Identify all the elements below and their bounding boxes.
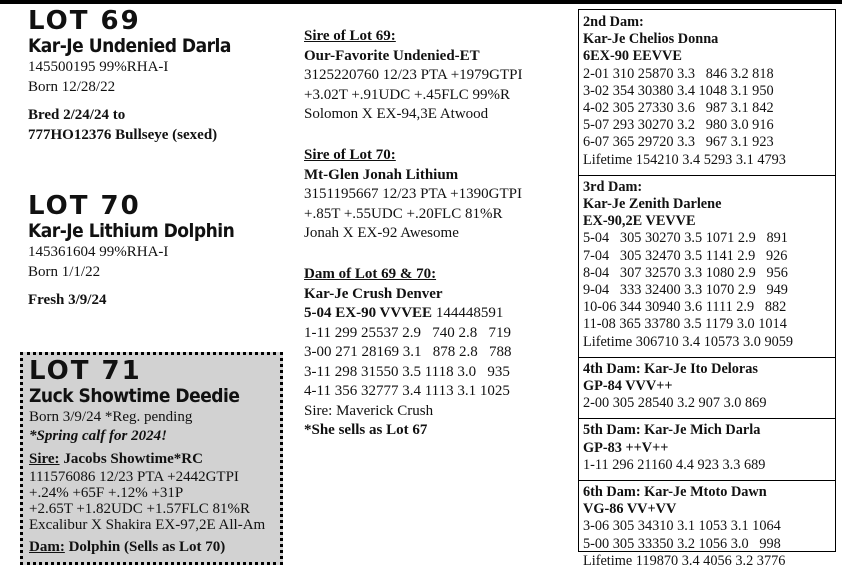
dam6-record-2: 5-00 305 33350 3.2 1056 3.0 998 bbox=[583, 535, 781, 552]
lot-71-sire-line-1: 111576086 12/23 PTA +2442GTPI bbox=[29, 468, 239, 485]
lot-69-section bbox=[28, 7, 288, 145]
dam-record-3: 3-11 298 31550 3.5 1118 3.0 935 bbox=[304, 363, 510, 380]
lot-71-sire-name: Jacobs Showtime*RC bbox=[59, 451, 203, 468]
dam-lot-69-70-section bbox=[304, 265, 572, 441]
sire-lot-70-name: Mt-Glen Jonah Lithium bbox=[304, 166, 459, 183]
sire-lot-69-line-3: Solomon X EX-94,3E Atwood bbox=[304, 106, 489, 122]
dam6-class: VG-86 VV+VV bbox=[583, 501, 677, 518]
lot-70-fresh: Fresh 3/9/24 bbox=[28, 292, 107, 308]
dam3-record-4: 9-04 333 32400 3.3 1070 2.9 949 bbox=[583, 282, 788, 299]
dam2-class: 6EX-90 EEVVE bbox=[583, 48, 682, 65]
dam5-class: GP-83 ++V++ bbox=[583, 439, 669, 456]
dam5-heading: 5th Dam: Kar-Je Mich Darla bbox=[583, 422, 761, 439]
sire-lot-70-line-3: Jonah X EX-92 Awesome bbox=[304, 225, 459, 241]
lot-69-title: LOT 69 bbox=[28, 6, 141, 36]
sire-lot-69-heading: Sire of Lot 69: bbox=[304, 28, 396, 44]
lot-69-name: Kar-Je Undenied Darla bbox=[28, 35, 231, 57]
lot-71-title: LOT 71 bbox=[29, 356, 142, 386]
dam4-heading: 4th Dam: Kar-Je Ito Deloras bbox=[583, 360, 758, 377]
dam6-heading: 6th Dam: Kar-Je Mtoto Dawn bbox=[583, 484, 767, 501]
lot-69-born: Born 12/28/22 bbox=[28, 78, 116, 95]
lot-71-sire-line-4: Excalibur X Shakira EX-97,2E All-Am bbox=[29, 516, 266, 533]
sire-lot-69-name: Our-Favorite Undenied-ET bbox=[304, 47, 480, 64]
dam3-lifetime: Lifetime 306710 3.4 10573 3.0 9059 bbox=[583, 333, 794, 350]
lot-69-registration: 145500195 99%RHA-I bbox=[28, 59, 169, 75]
dam3-record-6: 11-08 365 33780 3.5 1179 3.0 1014 bbox=[583, 316, 787, 333]
dam3-record-3: 8-04 307 32570 3.3 1080 2.9 956 bbox=[583, 264, 788, 281]
dam-classification: 5-04 EX-90 VVVEE bbox=[304, 305, 433, 321]
divider bbox=[579, 175, 835, 176]
sire-lot-70-section bbox=[304, 146, 572, 244]
sire-lot-70-heading: Sire of Lot 70: bbox=[304, 147, 396, 163]
dam4-class: GP-84 VVV++ bbox=[583, 378, 673, 395]
dam2-record-5: 6-07 365 29720 3.3 967 3.1 923 bbox=[583, 134, 774, 151]
lot-71-note: *Spring calf for 2024! bbox=[29, 427, 167, 444]
dam6-lifetime: Lifetime 119870 3.4 4056 3.2 3776 bbox=[583, 552, 786, 569]
dam3-record-5: 10-06 344 30940 3.6 1111 2.9 882 bbox=[583, 299, 787, 316]
lot-70-registration: 145361604 99%RHA-I bbox=[28, 244, 169, 260]
dam3-heading: 3rd Dam: bbox=[583, 178, 643, 195]
lot-71-box bbox=[20, 352, 283, 565]
lot-70-name: Kar-Je Lithium Dolphin bbox=[28, 220, 235, 242]
dam6-record-1: 3-06 305 34310 3.1 1053 3.1 1064 bbox=[583, 518, 781, 535]
dam-record-4: 4-11 356 32777 3.4 1113 3.1 1025 bbox=[304, 383, 510, 399]
sire-lot-69-section bbox=[304, 27, 572, 125]
divider bbox=[579, 357, 835, 358]
dam-registration: 144448591 bbox=[432, 305, 504, 321]
sire-lot-70-line-1: 3151195667 12/23 PTA +1390GTPI bbox=[304, 186, 522, 202]
dam2-record-4: 5-07 293 30270 3.2 980 3.0 916 bbox=[583, 117, 774, 134]
lot-70-title: LOT 70 bbox=[28, 191, 141, 221]
dam3-record-1: 5-04 305 30270 3.5 1071 2.9 891 bbox=[583, 230, 788, 247]
dam2-record-2: 3-02 354 30380 3.4 1048 3.1 950 bbox=[583, 82, 774, 99]
lot-70-section bbox=[28, 192, 288, 311]
dam-sells-note: *She sells as Lot 67 bbox=[304, 422, 428, 438]
dam3-record-2: 7-04 305 32470 3.5 1141 2.9 926 bbox=[583, 247, 788, 264]
lot-71-name: Zuck Showtime Deedie bbox=[29, 385, 240, 407]
dam3-name: Kar-Je Zenith Darlene bbox=[583, 196, 722, 213]
dam-record-2: 3-00 271 28169 3.1 878 2.8 788 bbox=[304, 344, 512, 360]
dam4-record-1: 2-00 305 28540 3.2 907 3.0 869 bbox=[583, 395, 767, 412]
lot-71-dam-text: Dolphin (Sells as Lot 70) bbox=[64, 538, 226, 555]
divider bbox=[579, 480, 835, 481]
sire-lot-69-line-1: 3125220760 12/23 PTA +1979GTPI bbox=[304, 67, 523, 83]
lot-71-born: Born 3/9/24 *Reg. pending bbox=[29, 409, 193, 425]
dam-class-line bbox=[304, 304, 572, 324]
dam3-class: EX-90,2E VEVVE bbox=[583, 213, 696, 230]
dam-record-1: 1-11 299 25537 2.9 740 2.8 719 bbox=[304, 324, 511, 341]
divider bbox=[579, 418, 835, 419]
top-rule bbox=[0, 0, 842, 4]
dam2-record-3: 4-02 305 27330 3.6 987 3.1 842 bbox=[583, 100, 774, 117]
lot-71-sire-line-2: +.24% +65F +.12% +31P bbox=[29, 484, 184, 501]
dam2-record-1: 2-01 310 25870 3.3 846 3.2 818 bbox=[583, 65, 774, 82]
pedigree-box bbox=[578, 9, 836, 569]
dam2-heading: 2nd Dam: bbox=[583, 14, 644, 30]
lot-70-born: Born 1/1/22 bbox=[28, 263, 101, 280]
dam2-lifetime: Lifetime 154210 3.4 5293 3.1 4793 bbox=[583, 151, 786, 168]
dam5-record-1: 1-11 296 21160 4.4 923 3.3 689 bbox=[583, 456, 766, 473]
lot-71-sire-line-3: +2.65T +1.82UDC +1.57FLC 81%R bbox=[29, 500, 250, 517]
lot-71-sire bbox=[29, 450, 274, 469]
dam-heading: Dam of Lot 69 & 70: bbox=[304, 266, 437, 282]
lot-71-dam-label: Dam: bbox=[29, 538, 65, 555]
dam-name: Kar-Je Crush Denver bbox=[304, 285, 443, 302]
lot-69-bred-to: 777HO12376 Bullseye (sexed) bbox=[28, 126, 218, 143]
lot-71-dam bbox=[29, 538, 274, 557]
lot-71-sire-label: Sire: bbox=[29, 451, 60, 468]
dam-sire: Sire: Maverick Crush bbox=[304, 402, 434, 419]
sire-lot-70-line-2: +.85T +.55UDC +.20FLC 81%R bbox=[304, 205, 503, 222]
lot-69-bred-date: Bred 2/24/24 to bbox=[28, 107, 126, 123]
dam2-name: Kar-Je Chelios Donna bbox=[583, 31, 719, 48]
sire-lot-69-line-2: +3.02T +.91UDC +.45FLC 99%R bbox=[304, 86, 510, 103]
